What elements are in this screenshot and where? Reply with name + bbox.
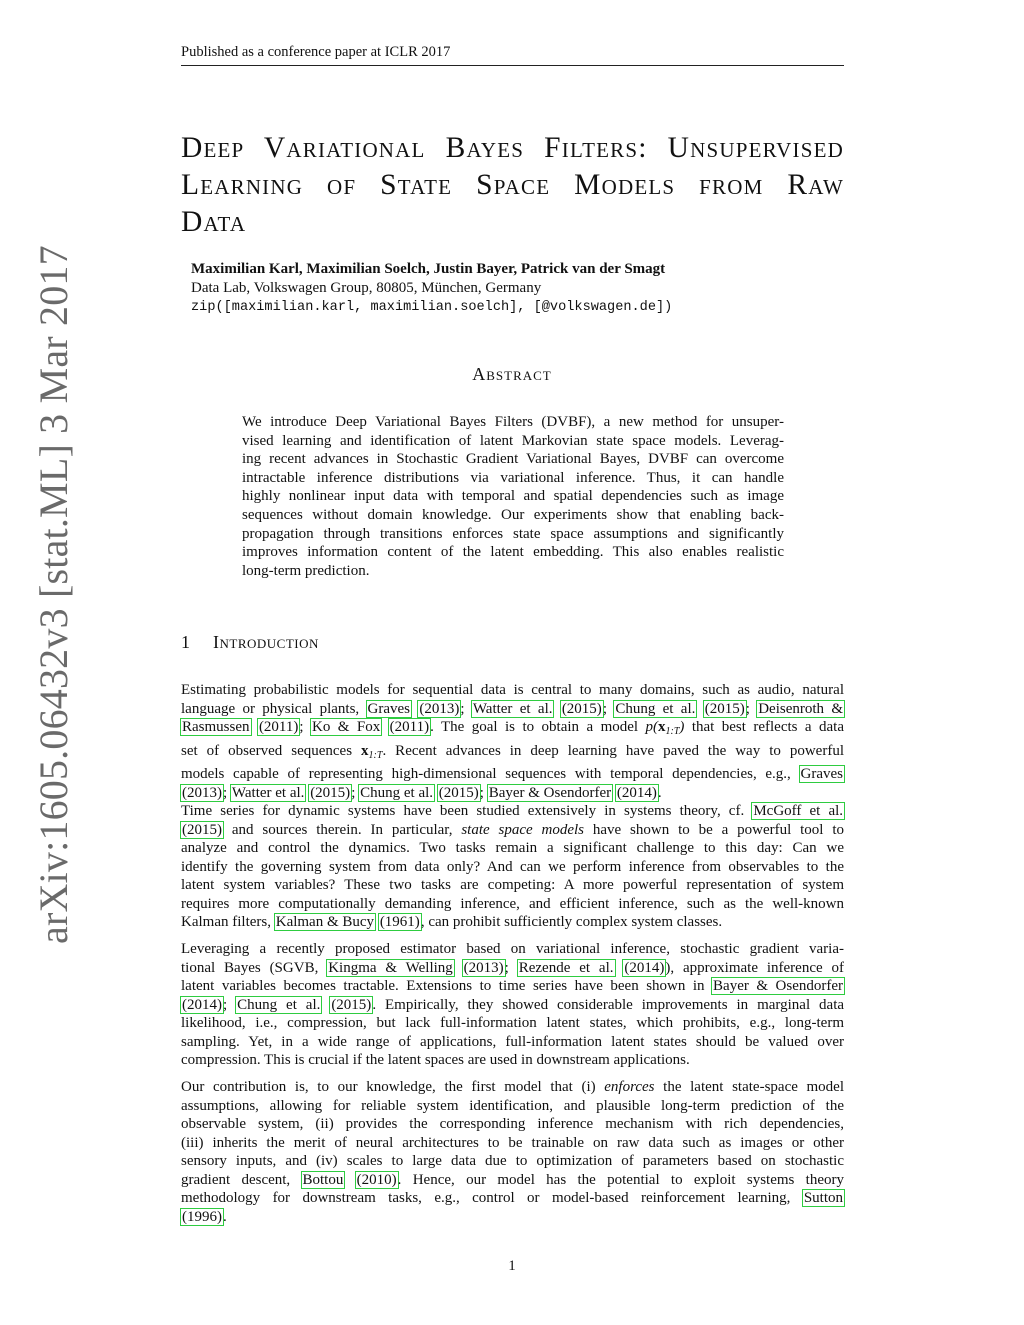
text-line: methodology for downstream tasks, e.g., control or model-based reinforcement learning, Sutton	[181, 1190, 843, 1206]
text-line: (1996).	[182, 1208, 227, 1225]
text-line: sensory inputs, and (iv) scales to large data due to optimization of parameters based on stochastic	[181, 1153, 844, 1169]
section-heading	[181, 632, 319, 653]
math-sequence: $x_{1:T}$	[361, 742, 383, 761]
citation-link[interactable]: Chung et al.	[237, 996, 321, 1013]
abstract-line: We introduce Deep Variational Bayes Filters (DVBF), a new method for unsuper-	[242, 414, 784, 430]
citation-link[interactable]: Graves	[367, 700, 410, 717]
abstract-line: vised learning and identification of latent Markovian state space models. Leverag-	[242, 432, 784, 449]
text-line: assumptions, allowing for reliable system identification, and plausible long-term prediction of the	[181, 1097, 844, 1114]
citation-link[interactable]: (2014)	[616, 784, 657, 801]
abstract-line: propagation through transitions enforces state space assumptions and significantly	[242, 525, 784, 542]
citation-link[interactable]: Kalman & Bucy	[275, 914, 375, 930]
text-line: latent variables becomes tractable. Extensions to time series have been shown in Bayer & Osendorfer	[181, 978, 843, 994]
text-line: latent system variables? These two tasks are competing: A more powerful representation of system	[181, 877, 844, 893]
citation-link[interactable]: Deisenroth &	[758, 700, 844, 717]
citation-link[interactable]: Bayer & Osendorfer	[488, 784, 612, 801]
citation-link[interactable]: Chung et al.	[360, 784, 434, 801]
author-block	[191, 260, 672, 317]
title-line: Learning of State Space Models from Raw	[181, 169, 844, 201]
citation-link[interactable]: (2010)	[356, 1171, 397, 1188]
citation-link[interactable]: Bayer & Osendorfer	[713, 978, 843, 994]
text-line: gradient descent, Bottou (2010). Hence, our model has the potential to exploit systems theory	[181, 1171, 844, 1188]
section-title: Introduction	[213, 632, 319, 652]
paper-title	[181, 130, 844, 241]
abstract-line: long-term prediction.	[242, 562, 370, 579]
text-line: Leveraging a recently proposed estimator based on variational inference, stochastic gradient varia-	[181, 941, 844, 957]
text-line: requires more computationally demanding inference, and efficient inference, such as the well-known	[181, 895, 844, 912]
intro-paragraph-4	[181, 1078, 844, 1226]
citation-link[interactable]: (2015)	[704, 700, 745, 717]
text-line: sampling. Yet, in a wide range of applications, full-information latent states should be valued over	[181, 1033, 844, 1050]
citation-link[interactable]: Rezende et al.	[518, 959, 614, 976]
abstract-line: sequences without domain knowledge. Our experiments show that enabling back-	[242, 506, 784, 523]
math-model: $p(x_{1:T})$	[645, 719, 685, 737]
citation-link[interactable]: (1996)	[182, 1208, 222, 1225]
text-line: (2014); Chung et al. (2015). Empirically, they showed considerable improvements in marginal data	[182, 996, 845, 1013]
citation-link[interactable]: (2015)	[310, 784, 351, 801]
section-number: 1	[181, 632, 191, 652]
citation-link[interactable]: (2011)	[258, 719, 299, 735]
title-line: Data	[181, 206, 247, 238]
citation-link[interactable]: (2015)	[438, 784, 479, 801]
intro-paragraph-2	[181, 802, 844, 932]
text-line: identify the governing system from data only? And can we perform inference from observables to the	[181, 858, 844, 875]
text-line: likelihood, i.e., compression, but lack full-information latent states, which prohibits, e.g., long-term	[181, 1015, 844, 1031]
intro-paragraph-3	[181, 940, 844, 1070]
citation-link[interactable]: Graves	[800, 766, 843, 782]
citation-link[interactable]: (2014)	[182, 996, 222, 1013]
text-line: Time series for dynamic systems have been studied extensively in systems theory, cf. McGoff et al.	[181, 803, 844, 819]
running-header: Published as a conference paper at ICLR 2017	[181, 44, 844, 66]
text-line: (iii) inherits the merit of neural architectures to be trainable on raw data such as images or other	[181, 1134, 844, 1151]
citation-link[interactable]: (2015)	[182, 821, 222, 838]
abstract-line: highly nonlinear input data with temporal and spatial dependencies such as image	[242, 488, 784, 505]
author-affiliation: Data Lab, Volkswagen Group, 80805, München, Germany	[191, 280, 542, 296]
citation-link[interactable]: (2014)	[624, 959, 665, 976]
citation-link[interactable]: Bottou	[302, 1171, 344, 1188]
page-number: 1	[508, 1258, 516, 1274]
citation-link[interactable]: (2011)	[389, 719, 430, 735]
text-line: tional Bayes (SGVB, Kingma & Welling (2013); Rezende et al. (2014)), approximate inference of	[181, 959, 845, 976]
text-line: compression. This is crucial if the latent spaces are used in downstream applications.	[181, 1052, 690, 1068]
abstract-heading: Abstract	[472, 364, 552, 384]
citation-link[interactable]: Sutton	[803, 1190, 843, 1206]
author-names: Maximilian Karl, Maximilian Soelch, Justin Bayer, Patrick van der Smagt	[191, 261, 666, 277]
citation-link[interactable]: Watter et al.	[231, 784, 305, 801]
text-line: set of observed sequences $x_{1:T}$. Recent advances in deep learning have paved the way to powerful	[181, 742, 844, 761]
text-line: analyze and control the dynamics. Two tasks remain a significant challenge to this day: Can we	[181, 840, 844, 856]
citation-link[interactable]: Kingma & Welling	[328, 959, 453, 976]
intro-paragraph-1	[181, 681, 844, 802]
abstract-line: improves information content of the latent embedding. This also enables realistic	[242, 544, 784, 561]
text-line: observable system, (ii) provides the corresponding inference mechanism with rich dependencies,	[181, 1116, 844, 1132]
author-email: zip([maximilian.karl, maximilian.soelch], [@volkswagen.de])	[191, 300, 673, 315]
title-line: Deep Variational Bayes Filters: Unsupervised	[181, 132, 844, 164]
text-line: models capable of representing high-dimensional sequences with temporal dependencies, e.g., Graves	[181, 766, 843, 782]
arxiv-identifier: arXiv:1605.06432v3 [stat.ML] 3 Mar 2017	[31, 245, 76, 944]
text-line: Rasmussen (2011); Ko & Fox (2011). The goal is to obtain a model $p(x_{1:T})$ that best reflects a data	[182, 719, 845, 737]
abstract-line: ing recent advances in Stochastic Gradient Variational Bayes, DVBF can overcome	[242, 451, 784, 468]
citation-link[interactable]: (2015)	[331, 996, 372, 1013]
citation-link[interactable]: Watter et al.	[472, 700, 553, 717]
abstract-line: intractable inference distributions via variational inference. Thus, it can handle	[242, 469, 784, 486]
citation-link[interactable]: Rasmussen	[182, 719, 250, 735]
citation-link[interactable]: (1961)	[379, 914, 420, 930]
text-line: (2015) and sources therein. In particular, state space models have shown to be a powerful tool to	[182, 821, 845, 838]
text-line: Kalman filters, Kalman & Bucy (1961), can prohibit sufficiently complex system classes.	[181, 914, 723, 930]
abstract-body	[242, 413, 784, 580]
citation-link[interactable]: (2015)	[561, 700, 602, 717]
text-line: Our contribution is, to our knowledge, the first model that (i) enforces the latent state-space model	[181, 1079, 845, 1095]
text-line: (2013); Watter et al. (2015); Chung et al. (2015); Bayer & Osendorfer (2014).	[182, 784, 662, 801]
citation-link[interactable]: (2013)	[182, 784, 222, 801]
citation-link[interactable]: Chung et al.	[615, 700, 696, 717]
citation-link[interactable]: McGoff et al.	[753, 803, 844, 819]
citation-link[interactable]: (2013)	[463, 959, 504, 976]
citation-link[interactable]: Ko & Fox	[311, 719, 381, 735]
text-line: language or physical plants, Graves (2013); Watter et al. (2015); Chung et al. (2015); Deisenroth &	[181, 700, 844, 717]
citation-link[interactable]: (2013)	[419, 700, 460, 717]
text-line: Estimating probabilistic models for sequential data is central to many domains, such as audio, natural	[181, 682, 844, 698]
